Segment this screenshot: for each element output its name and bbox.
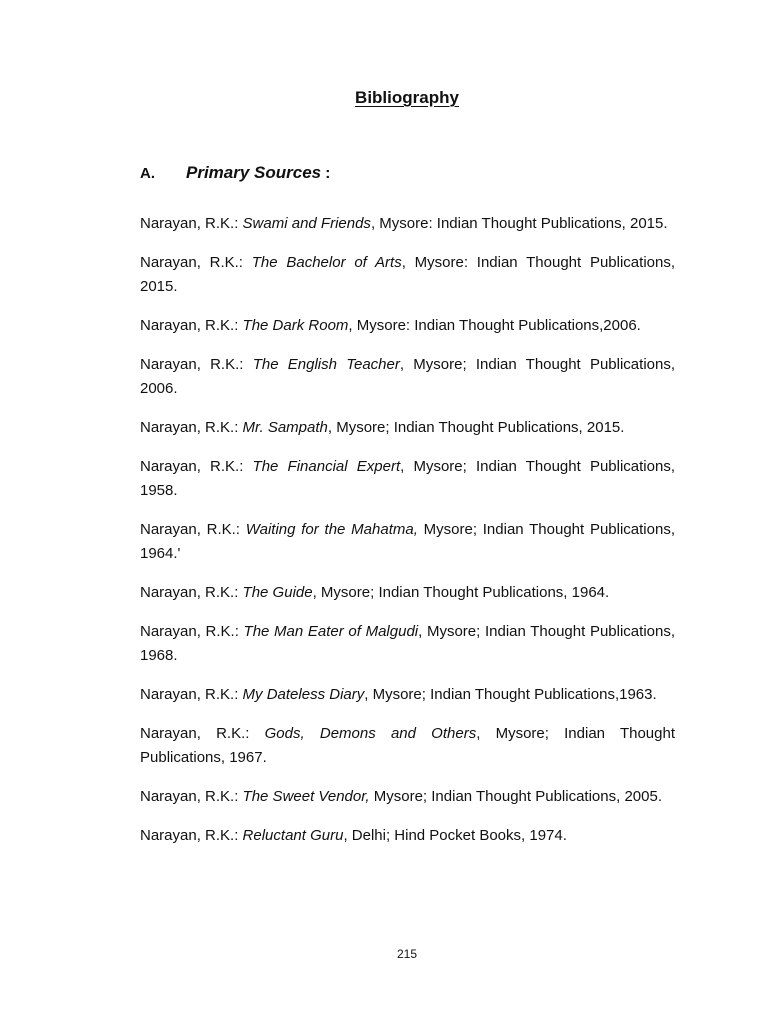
bibliography-entry [140,455,675,503]
page-number: 215 [396,947,418,961]
bibliography-list [140,197,675,860]
entry-publication: , Mysore: Indian Thought Publications, 2015. [140,254,676,295]
entry-author: Narayan, R.K.: [140,725,265,742]
bibliography-entry [140,251,675,299]
entry-publication: , Mysore: Indian Thought Publications, 2015. [370,215,668,232]
entry-publication: , Mysore; Indian Thought Publications, 1968. [140,623,676,664]
page-title: Bibliography [355,88,459,107]
entry-author: Narayan, R.K.: [140,827,243,844]
section-name: Primary Sources [186,163,322,182]
entry-work-title: The English Teacher [252,356,400,373]
entry-work-title: Gods, Demons and Others [264,725,477,742]
bibliography-entry [140,824,675,848]
entry-author: Narayan, R.K.: [140,686,243,703]
entry-publication: , Mysore; Indian Thought Publications, 1964. [312,584,610,601]
entry-work-title: Waiting for the Mahatma, [245,521,418,538]
entry-author: Narayan, R.K.: [140,254,252,271]
bibliography-entry [140,416,675,440]
entry-author: Narayan, R.K.: [140,317,243,334]
section-colon: : [325,165,331,182]
entry-author: Narayan, R.K.: [140,458,253,475]
entry-work-title: The Sweet Vendor, [242,788,370,805]
entry-publication: , Mysore: Indian Thought Publications,2006. [348,317,641,334]
entry-work-title: The Financial Expert [252,458,401,475]
entry-work-title: The Guide [242,584,313,601]
entry-publication: Mysore; Indian Thought Publications, 1964.' [140,521,675,562]
bibliography-entry [140,518,675,566]
entry-work-title: The Dark Room [242,317,349,334]
bibliography-entry [140,353,675,401]
entry-publication: , Mysore; Indian Thought Publications, 2015. [327,419,625,436]
entry-author: Narayan, R.K.: [140,419,243,436]
bibliography-entry [140,212,675,236]
entry-work-title: Mr. Sampath [242,419,328,436]
entry-work-title: My Dateless Diary [242,686,365,703]
bibliography-entry [140,683,675,707]
entry-author: Narayan, R.K.: [140,584,243,601]
bibliography-entry [140,785,675,809]
entry-publication: , Mysore; Indian Thought Publications, 1958. [140,458,675,499]
entry-author: Narayan, R.K.: [140,521,246,538]
entry-publication: , Mysore; Indian Thought Publications,1963. [364,686,657,703]
entry-publication: , Mysore; Indian Thought Publications, 1967. [140,725,675,766]
bibliography-entry [140,620,675,668]
entry-author: Narayan, R.K.: [140,788,243,805]
bibliography-entry [140,314,675,338]
entry-work-title: Swami and Friends [242,215,371,232]
entry-work-title: The Bachelor of Arts [251,254,402,271]
entry-publication: , Delhi; Hind Pocket Books, 1974. [343,827,567,844]
entry-author: Narayan, R.K.: [140,623,244,640]
entry-work-title: Reluctant Guru [242,827,344,844]
entry-publication: , Mysore; Indian Thought Publications, 2006. [140,356,676,397]
entry-author: Narayan, R.K.: [140,215,243,232]
entry-author: Narayan, R.K.: [140,356,253,373]
bibliography-entry [140,722,675,770]
entry-publication: Mysore; Indian Thought Publications, 2005. [369,788,662,805]
entry-work-title: The Man Eater of Malgudi [243,623,419,640]
section-heading [140,163,330,183]
bibliography-entry [140,581,675,605]
section-letter: A. [140,165,155,182]
